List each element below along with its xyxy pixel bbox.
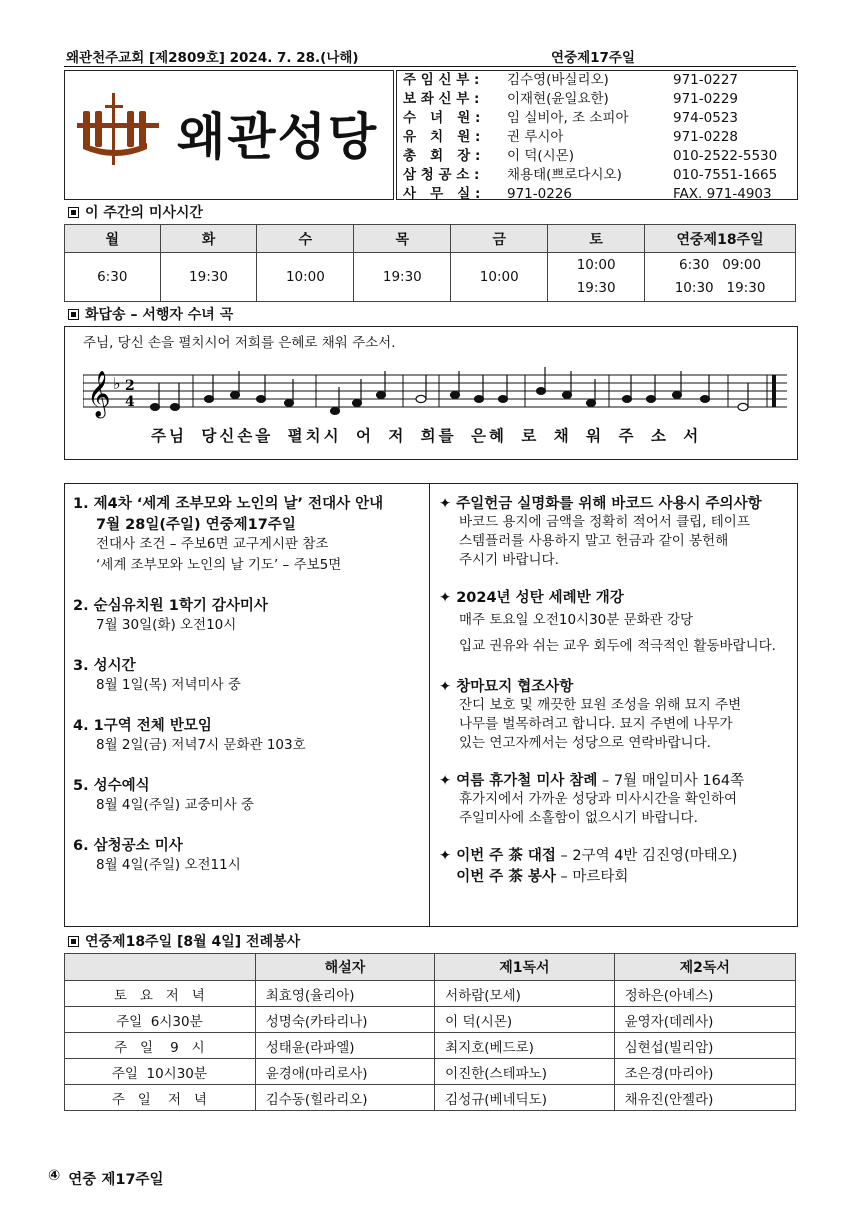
staff-row bbox=[403, 71, 797, 90]
mass-time-cell bbox=[354, 253, 451, 302]
staff-phone: FAX. 971-4903 bbox=[673, 186, 772, 202]
notice-item bbox=[439, 865, 791, 886]
notice-line: 8월 4일(주일) 오전11시 bbox=[96, 857, 241, 873]
notice-title bbox=[439, 586, 791, 607]
notice-item bbox=[439, 769, 791, 828]
service-header: 해설자 bbox=[255, 954, 434, 981]
service-slot: 주 일 9 시 bbox=[65, 1033, 256, 1059]
staff-role: 사 무 실 : bbox=[403, 186, 481, 202]
notice-line: 주시기 바랍니다. bbox=[459, 552, 559, 568]
mass-day-header: 연중제18주일 bbox=[645, 225, 796, 253]
notice-line: 8월 1일(목) 저녁미사 중 bbox=[96, 677, 241, 693]
staff-name: 이재현(윤일요한) bbox=[507, 91, 609, 107]
diamond-star-icon: ✦ bbox=[439, 496, 457, 512]
service-person: 심현섭(빌리암) bbox=[614, 1033, 795, 1059]
mass-time: 19:30 bbox=[382, 268, 422, 285]
service-person: 성명숙(카타리나) bbox=[255, 1007, 434, 1033]
notice-line: 바코드 용지에 금액을 정확히 적어서 클립, 테이프 bbox=[459, 514, 750, 530]
bulletin-header-right: 연중제17주일 bbox=[551, 50, 635, 66]
svg-text:2: 2 bbox=[125, 378, 135, 394]
service-row bbox=[65, 1033, 796, 1059]
staff-phone: 010-2522-5530 bbox=[673, 148, 778, 164]
notice-title: 6. 삼청공소 미사 bbox=[73, 838, 183, 854]
notices-box bbox=[64, 483, 798, 927]
service-slot: 주일 10시30분 bbox=[65, 1059, 256, 1085]
notice-title: 3. 성시간 bbox=[73, 658, 136, 674]
staff-row bbox=[403, 90, 797, 109]
staff-role: 총 회 장 : bbox=[403, 148, 481, 164]
notice-item bbox=[73, 834, 427, 876]
psalm-verse: 주님, 당신 손을 펼치시어 저희를 은혜로 채워 주소서. bbox=[83, 335, 396, 351]
notice-line: 나무를 벌목하려고 합니다. 묘지 주변에 나무가 bbox=[459, 716, 733, 732]
mass-time-cell bbox=[65, 253, 161, 302]
notice-title: 1. 제4차 ‘세계 조부모와 노인의 날’ 전대사 안내 bbox=[73, 496, 384, 512]
notice-line: 잔디 보호 및 깨끗한 묘원 조성을 위해 묘지 주변 bbox=[459, 697, 742, 713]
notice-item bbox=[73, 654, 427, 696]
mass-time-cell bbox=[160, 253, 257, 302]
notice-line: 8월 4일(주일) 교중미사 중 bbox=[96, 797, 254, 813]
notice-line: 매주 토요일 오전10시30분 문화관 강당 bbox=[459, 612, 694, 628]
notice-item bbox=[73, 594, 427, 636]
staff-name: 이 덕(시몬) bbox=[507, 148, 574, 164]
staff-row bbox=[403, 166, 797, 185]
mass-time-cell bbox=[548, 253, 645, 302]
liturgy-service-table bbox=[64, 953, 796, 1111]
service-row bbox=[65, 1085, 796, 1111]
staff-phone: 971-0227 bbox=[673, 72, 738, 88]
staff-phone: 971-0228 bbox=[673, 129, 738, 145]
staff-row bbox=[403, 109, 797, 128]
header-rule bbox=[64, 66, 796, 67]
staff-directory bbox=[396, 70, 798, 200]
service-row bbox=[65, 981, 796, 1007]
notice-line: 휴가지에서 가까운 성당과 미사시간을 확인하여 bbox=[459, 791, 737, 807]
service-person: 이진한(스테파노) bbox=[435, 1059, 614, 1085]
service-person: 최지호(베드로) bbox=[435, 1033, 614, 1059]
staff-role: 수 녀 원 : bbox=[403, 110, 481, 126]
diamond-star-icon: ✦ bbox=[439, 590, 457, 606]
service-slot: 주 일 저 녁 bbox=[65, 1085, 256, 1111]
notice-line: 주일미사에 소홀함이 없으시기 바랍니다. bbox=[459, 810, 698, 826]
notices-right-column bbox=[439, 492, 791, 886]
notices-divider bbox=[429, 484, 430, 926]
svg-text:4: 4 bbox=[125, 394, 135, 410]
staff-name: 권 루시아 bbox=[507, 129, 564, 145]
staff-row bbox=[403, 185, 797, 204]
mass-title-text: 이 주간의 미사시간 bbox=[85, 205, 203, 221]
notice-title-text: 봉사 bbox=[522, 869, 556, 885]
notices-left-column bbox=[73, 492, 427, 876]
service-person: 최효영(율리아) bbox=[255, 981, 434, 1007]
psalm-title-text: 화답송 – 서행자 수녀 곡 bbox=[85, 307, 234, 323]
logo-text: 왜관성당 bbox=[177, 107, 379, 166]
service-person: 윤영자(데레사) bbox=[614, 1007, 795, 1033]
notice-title-tail: – 7월 매일미사 164쪽 bbox=[597, 773, 745, 789]
mass-time: 6:30 09:00 bbox=[679, 257, 762, 273]
notice-title bbox=[439, 769, 791, 790]
notice-item bbox=[439, 675, 791, 753]
service-person: 채유진(안젤라) bbox=[614, 1085, 795, 1111]
mass-time: 10:00 bbox=[479, 268, 519, 285]
bulletin-header-left: 왜관천주교회 [제2809호] 2024. 7. 28.(나해) bbox=[66, 50, 359, 66]
notice-title-text: 여름 휴가철 미사 참례 bbox=[456, 773, 598, 789]
service-title-text: 연중제18주일 [8월 4일] 전례봉사 bbox=[85, 934, 301, 950]
notice-item bbox=[73, 774, 427, 816]
staff-role: 주 임 신 부 : bbox=[403, 72, 480, 88]
mass-day-header: 수 bbox=[257, 225, 354, 253]
tea-symbol: 茶 bbox=[508, 869, 523, 885]
mass-time-cell bbox=[451, 253, 548, 302]
service-person: 성태윤(라파엘) bbox=[255, 1033, 434, 1059]
square-bullet-icon bbox=[68, 936, 79, 947]
footer-title: 연중 제17주일 bbox=[68, 1172, 164, 1188]
notice-line: ‘세계 조부모와 노인의 날 기도’ – 주보5면 bbox=[96, 557, 342, 573]
staff-row bbox=[403, 128, 797, 147]
staff-role: 삼 청 공 소 : bbox=[403, 167, 480, 183]
service-person: 정하은(아녜스) bbox=[614, 981, 795, 1007]
square-bullet-icon bbox=[68, 309, 79, 320]
mass-day-header: 금 bbox=[451, 225, 548, 253]
notice-title: 2. 순심유치원 1학기 감사미사 bbox=[73, 598, 268, 614]
treble-clef-icon: 𝄞 bbox=[87, 371, 111, 417]
service-person: 김성규(베네딕도) bbox=[435, 1085, 614, 1111]
notice-line: 8월 2일(금) 저녁7시 문화관 103호 bbox=[96, 737, 306, 753]
staff-name: 임 실비아, 조 소피아 bbox=[507, 110, 629, 126]
notice-item bbox=[73, 492, 427, 576]
service-slot: 주일 6시30분 bbox=[65, 1007, 256, 1033]
logo-box bbox=[64, 70, 394, 200]
psalm-section-title bbox=[68, 304, 233, 324]
notice-subtitle: 7월 28일(주일) 연중제17주일 bbox=[96, 517, 296, 533]
notice-title-text: 주일헌금 실명화를 위해 바코드 사용시 주의사항 bbox=[456, 496, 762, 512]
notice-item bbox=[73, 714, 427, 756]
mass-day-header: 월 bbox=[65, 225, 161, 253]
service-header: 제2독서 bbox=[614, 954, 795, 981]
mass-time: 19:30 bbox=[576, 280, 616, 296]
staff-phone: 971-0229 bbox=[673, 91, 738, 107]
staff-phone: 010-7551-1665 bbox=[673, 167, 778, 183]
notice-title-text: 이번 주 bbox=[456, 848, 509, 864]
music-staff bbox=[83, 365, 787, 421]
service-slot: 토 요 저 녁 bbox=[65, 981, 256, 1007]
mass-day-header: 토 bbox=[548, 225, 645, 253]
psalm-lyrics: 주님 당신손을 펼치시 어 저 희를 은혜 로 채 워 주 소 서 bbox=[151, 427, 702, 445]
service-row bbox=[65, 1007, 796, 1033]
mass-time: 10:00 bbox=[576, 257, 616, 273]
notice-title-text: 창마묘지 협조사항 bbox=[456, 679, 574, 695]
square-bullet-icon bbox=[68, 207, 79, 218]
psalm-box bbox=[64, 326, 798, 460]
page-footer bbox=[48, 1168, 164, 1189]
service-header: 제1독서 bbox=[435, 954, 614, 981]
notice-line: 전대사 조건 – 주보6면 교구게시판 참조 bbox=[96, 536, 329, 552]
staff-name: 채용태(쁘로다시오) bbox=[507, 167, 622, 183]
diamond-star-icon: ✦ bbox=[439, 848, 457, 864]
mass-section-title bbox=[68, 202, 203, 222]
service-person: 조은경(마리아) bbox=[614, 1059, 795, 1085]
notice-title: 4. 1구역 전체 반모임 bbox=[73, 718, 212, 734]
staff-phone: 974-0523 bbox=[673, 110, 738, 126]
notice-title-tail: – 2구역 4반 김진영(마태오) bbox=[555, 848, 738, 864]
staff-role: 유 치 원 : bbox=[403, 129, 481, 145]
service-person: 김수동(힐라리오) bbox=[255, 1085, 434, 1111]
service-row bbox=[65, 1059, 796, 1085]
staff-name: 971-0226 bbox=[507, 186, 572, 202]
diamond-star-icon: ✦ bbox=[439, 679, 457, 695]
notice-title bbox=[439, 675, 791, 696]
mass-times-table bbox=[64, 224, 796, 302]
notice-line: 입교 권유와 쉬는 교우 회두에 적극적인 활동바랍니다. bbox=[459, 638, 776, 654]
staff-row bbox=[403, 147, 797, 166]
notice-title-text: 2024년 성탄 세례반 개강 bbox=[456, 590, 624, 606]
service-section-title bbox=[68, 931, 300, 951]
notice-title bbox=[439, 865, 791, 886]
notice-line: 스템플러를 사용하지 말고 헌금과 같이 봉헌해 bbox=[459, 533, 729, 549]
notice-line: 있는 연고자께서는 성당으로 연락바랍니다. bbox=[459, 735, 711, 751]
notice-item bbox=[439, 586, 791, 659]
notice-title bbox=[439, 844, 791, 865]
notice-item bbox=[439, 844, 791, 865]
mass-time-cell bbox=[257, 253, 354, 302]
mass-time: 10:00 bbox=[285, 268, 325, 285]
tea-symbol: 茶 bbox=[508, 848, 523, 864]
svg-text:♭: ♭ bbox=[113, 374, 121, 393]
diamond-star-icon: ✦ bbox=[439, 773, 457, 789]
notice-title: 5. 성수예식 bbox=[73, 778, 150, 794]
notice-title-text: 대접 bbox=[522, 848, 556, 864]
staff-name: 김수영(바실리오) bbox=[507, 72, 609, 88]
service-person: 이 덕(시몬) bbox=[435, 1007, 614, 1033]
mass-time-cell bbox=[645, 253, 796, 302]
notice-line: 7월 30일(화) 오전10시 bbox=[96, 617, 237, 633]
mass-time: 10:30 19:30 bbox=[674, 280, 766, 296]
mass-time: 6:30 bbox=[97, 268, 128, 285]
service-person: 서하람(모세) bbox=[435, 981, 614, 1007]
notice-item bbox=[439, 492, 791, 570]
mass-day-header: 목 bbox=[354, 225, 451, 253]
mass-day-header: 화 bbox=[160, 225, 257, 253]
notice-title-text: 이번 주 bbox=[456, 869, 509, 885]
notice-title bbox=[439, 492, 791, 513]
mass-time: 19:30 bbox=[189, 268, 228, 285]
staff-role: 보 좌 신 부 : bbox=[403, 91, 480, 107]
service-person: 윤경애(마리로사) bbox=[255, 1059, 434, 1085]
service-header bbox=[65, 954, 256, 981]
page-number: ④ bbox=[48, 1168, 61, 1184]
notice-title-tail: – 마르타회 bbox=[555, 869, 629, 885]
